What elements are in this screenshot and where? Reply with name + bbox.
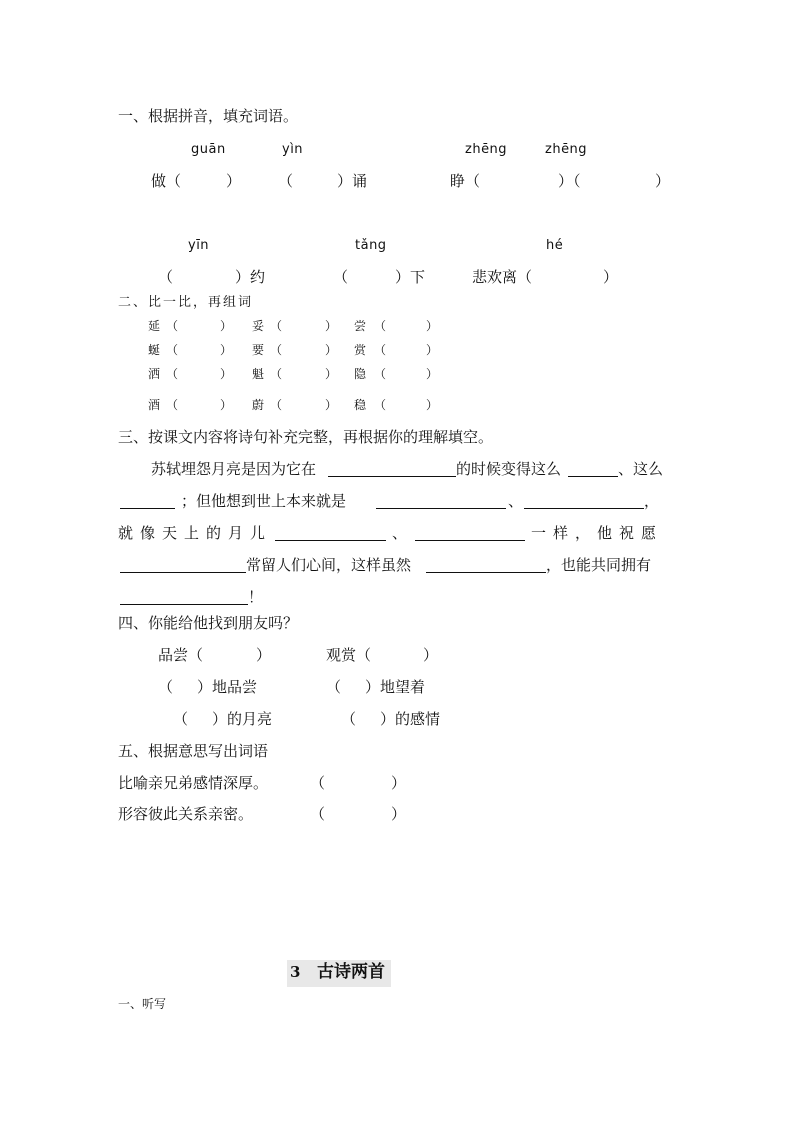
word-zuo-prefix: 做（: [151, 172, 182, 190]
fill-blank-line[interactable]: [275, 540, 386, 541]
blank-close: ）: [220, 343, 233, 357]
word-zheng-prefix: 睁（: [450, 172, 481, 190]
lesson-sub-heading: 一、听写: [118, 997, 167, 1011]
match-text: ）的感情: [380, 710, 441, 728]
lesson-number: 3: [290, 963, 301, 981]
blank-close: ）: [220, 319, 233, 333]
match-text: ）地望着: [365, 678, 426, 696]
blank-close-open: ）（: [558, 172, 581, 190]
fill-text: ！: [248, 588, 264, 606]
pinyin-tang: tǎng: [355, 238, 387, 253]
fill-text: ；但他想到世上本来就是: [181, 492, 347, 510]
compare-char: 尝: [354, 319, 367, 333]
blank-open: （: [341, 710, 357, 728]
blank-close: ）: [391, 774, 407, 792]
blank-open: （: [374, 398, 387, 412]
blank-open: （: [310, 805, 326, 823]
fill-text: 一样，他祝愿: [531, 524, 664, 542]
definition-text: 比喻亲兄弟感情深厚。: [118, 774, 269, 792]
fill-blank-line[interactable]: [568, 476, 618, 477]
definition-text: 形容彼此关系亲密。: [118, 805, 254, 823]
fill-text: ，: [644, 492, 660, 510]
blank-close: ）: [220, 367, 233, 381]
blank-open: （: [173, 710, 189, 728]
pinyin-he: hé: [546, 238, 564, 253]
blank-open: （: [166, 398, 179, 412]
blank-close: ）: [226, 172, 242, 190]
blank-open: （: [374, 319, 387, 333]
blank-close: ）: [426, 343, 439, 357]
blank-open: （: [326, 678, 342, 696]
blank-open: （: [270, 319, 283, 333]
fill-text: 苏轼埋怨月亮是因为它在: [151, 460, 317, 478]
blank-close: ）: [426, 319, 439, 333]
compare-char: 洒: [148, 367, 161, 381]
fill-blank-line[interactable]: [120, 572, 246, 573]
blank-open: （: [270, 398, 283, 412]
match-text: ）的月亮: [212, 710, 273, 728]
fill-blank-line[interactable]: [524, 508, 644, 509]
blank-open: （: [333, 268, 349, 286]
word-beihuanli-prefix: 悲欢离（: [472, 268, 533, 286]
compare-char: 隐: [354, 367, 367, 381]
fill-blank-line[interactable]: [426, 572, 546, 573]
pinyin-yin-1: yìn: [282, 142, 304, 157]
blank-close: ）: [426, 367, 439, 381]
fill-blank-line[interactable]: [415, 540, 525, 541]
blank-open: （: [374, 367, 387, 381]
pinyin-zheng-2: zhēng: [545, 142, 588, 157]
word-yue-suffix: ）约: [235, 268, 266, 286]
blank-open: （: [166, 367, 179, 381]
fill-blank-line[interactable]: [376, 508, 506, 509]
compare-char: 妥: [252, 319, 265, 333]
blank-close: ）: [603, 268, 619, 286]
fill-text: 、: [508, 492, 524, 510]
section4-heading: 四、你能给他找到朋友吗？: [118, 614, 299, 632]
blank-open: （: [270, 367, 283, 381]
compare-char: 要: [252, 343, 265, 357]
blank-open: （: [374, 343, 387, 357]
fill-text: 、: [392, 524, 408, 542]
fill-blank-line[interactable]: [328, 476, 456, 477]
blank-open: （: [310, 774, 326, 792]
fill-text: 常留人们心间，这样虽然: [246, 556, 412, 574]
match-text: 观赏（: [326, 646, 372, 664]
blank-close: ）: [325, 319, 338, 333]
compare-char: 蜒: [148, 343, 161, 357]
blank-open: （: [166, 319, 179, 333]
fill-text: 、这么: [618, 460, 664, 478]
blank-close: ）: [220, 398, 233, 412]
blank-close-end: ）: [655, 172, 671, 190]
pinyin-zheng-1: zhēng: [465, 142, 508, 157]
blank-close: ）: [325, 367, 338, 381]
blank-close: ）: [325, 398, 338, 412]
fill-text: 的时候变得这么: [456, 460, 562, 478]
lesson-title: 古诗两首: [317, 962, 385, 982]
compare-char: 蔚: [252, 398, 265, 412]
section5-heading: 五、根据意思写出词语: [118, 742, 269, 760]
blank-close: ）: [325, 343, 338, 357]
match-text: 品尝（: [158, 646, 204, 664]
word-song-suffix: ）诵: [337, 172, 368, 190]
blank-open: （: [166, 343, 179, 357]
fill-text: 就像天上的月儿: [118, 524, 273, 542]
fill-text: ，也能共同拥有: [546, 556, 652, 574]
blank-open: （: [158, 268, 174, 286]
section1-heading: 一、根据拼音，填充词语。: [118, 107, 299, 125]
fill-blank-line[interactable]: [120, 604, 248, 605]
blank-close: ）: [426, 398, 439, 412]
blank-close: ）: [423, 646, 439, 664]
blank-open: （: [158, 678, 174, 696]
compare-char: 延: [148, 319, 161, 333]
pinyin-guan: guān: [191, 142, 226, 157]
blank-open: （: [270, 343, 283, 357]
blank-open: （: [278, 172, 294, 190]
compare-char: 赏: [354, 343, 367, 357]
section3-heading: 三、按课文内容将诗句补充完整，再根据你的理解填空。: [118, 428, 494, 446]
compare-char: 酒: [148, 398, 161, 412]
blank-close: ）: [256, 646, 272, 664]
section2-heading: 二、比一比，再组词: [118, 295, 254, 310]
blank-close: ）: [391, 805, 407, 823]
compare-char: 魁: [252, 367, 265, 381]
compare-char: 稳: [354, 398, 367, 412]
match-text: ）地品尝: [197, 678, 258, 696]
pinyin-yin-2: yīn: [188, 238, 210, 253]
fill-blank-line[interactable]: [120, 508, 175, 509]
word-xia-suffix: ）下: [395, 268, 426, 286]
